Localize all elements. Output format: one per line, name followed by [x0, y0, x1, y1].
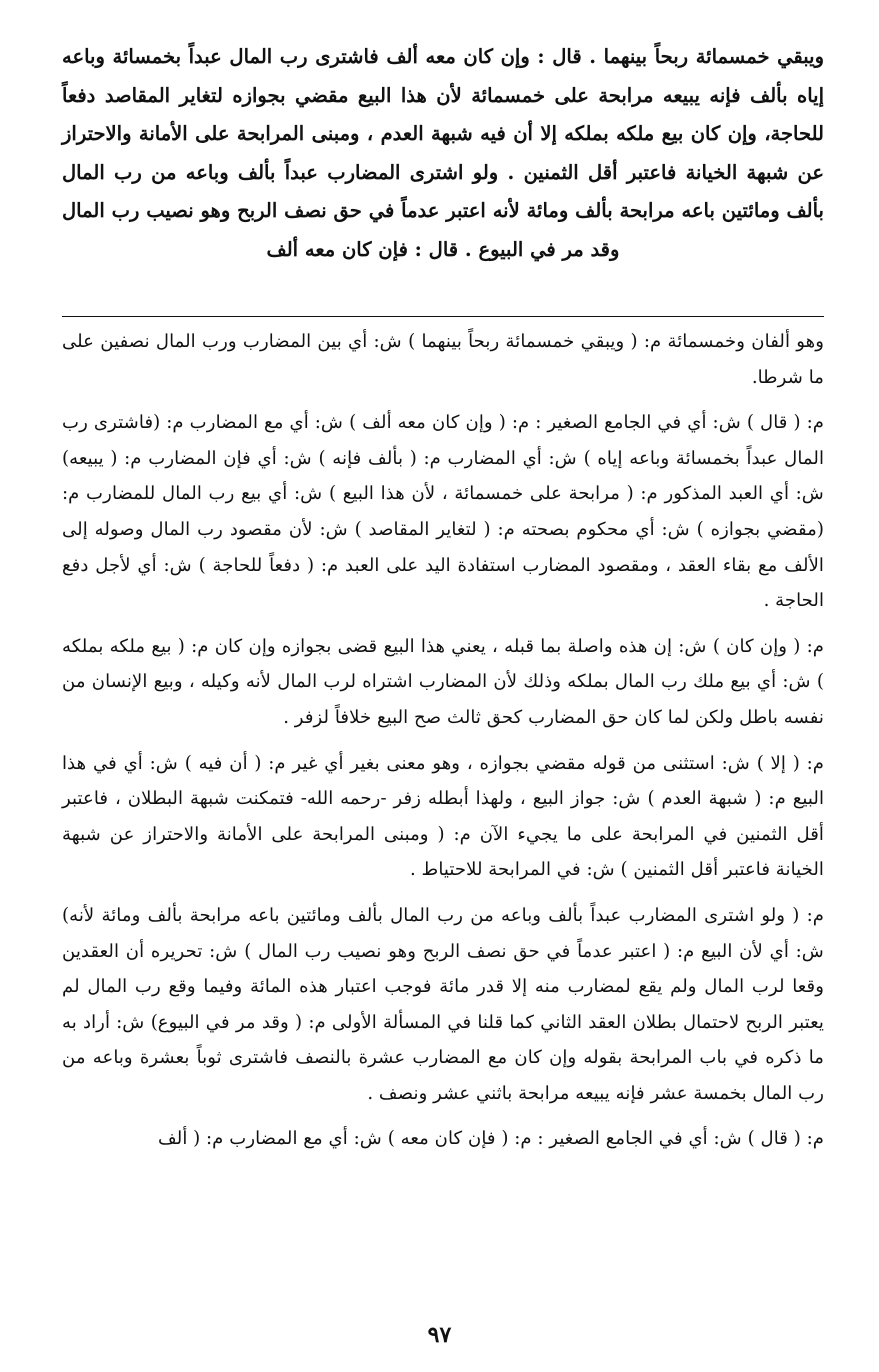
- commentary-paragraph: م: ( ولو اشترى المضارب عبداً بألف وباعه من رب المال بألف ومائتين باعه مرابحة بألف ومائة لأنه) ش: أي لأن البيع م: ( اعتبر عدماً في حق نصف الربح وهو نصيب رب المال ) ش: تحريره أن العقدين وقعا لرب المال ولم يقع لمضارب منه إلا قدر مائة فوجب اعتبار هذه المائة وفيما وقع رب المال لم يعتبر الربح لاحتمال بطلان العقد الثاني كما قلنا في المسألة الأولى م: ( وقد مر في البيوع) ش: أراد به ما ذكره في باب المرابحة بقوله وإن كان مع المضارب عشرة بالنصف فاشترى ثوباً بعشرة وباعه من رب المال بخمسة عشر فإنه يبيعه مرابحة باثني عشر ونصف .: [62, 904, 824, 1104]
- commentary-section: [62, 324, 824, 1167]
- commentary-paragraph: م: ( إلا ) ش: استثنى من قوله مقضي بجوازه ، وهو معنى بغير أي غير م: ( أن فيه ) ش: أي في هذا البيع م: ( شبهة العدم ) ش: جواز البيع ، ولهذا أبطله زفر -رحمه الله- فتمكنت شبهة البطلان ، فاعتبر أقل الثمنين في المرابحة على ما يجيء الآن م: ( ومبنى المرابحة على الأمانة والاحتراز عن شبهة الخيانة فاعتبر أقل الثمنين ) ش: في المرابحة للاحتياط .: [62, 752, 824, 881]
- commentary-paragraph: م: ( وإن كان ) ش: إن هذه واصلة بما قبله ، يعني هذا البيع قضى بجوازه وإن كان م: ( بيع ملكه بملكه ) ش: أي بيع ملك رب المال بملكه وذلك لأن المضارب اشتراه لرب المال لأنه وكيله ، وبيع الإنسان من نفسه باطل ولكن لما كان حق المضارب كحق ثالث صح البيع خلافاً لزفر .: [62, 635, 824, 728]
- page-number: ٩٧: [427, 1322, 452, 1348]
- commentary-paragraph: وهو ألفان وخمسمائة م: ( ويبقي خمسمائة ربحاً بينهما ) ش: أي بين المضارب ورب المال نصفين على ما شرطا.: [62, 331, 824, 388]
- commentary-paragraph: م: ( قال ) ش: أي في الجامع الصغير : م: ( فإن كان معه ) ش: أي مع المضارب م: ( ألف: [157, 1128, 824, 1150]
- main-text-block: ويبقي خمسمائة ربحاً بينهما . قال : وإن كان معه ألف فاشترى رب المال عبداً بخمسائة وباعه إياه بألف فإنه يبيعه مرابحة على خمسمائة لأن هذا البيع مقضي بجوازه لتغاير المقاصد دفعاً للحاجة، وإن كان بيع ملكه بملكه إلا أن فيه شبهة العدم ، ومبنى المرابحة على الأمانة والاحتراز عن شبهة الخيانة فاعتبر أقل الثمنين . ولو اشترى المضارب عبداً بألف وباعه من رب المال بألف ومائتين باعه مرابحة بألف ومائة لأنه اعتبر عدماً في حق نصف الربح وهو نصيب رب المال وقد مر في البيوع . قال : فإن كان معه ألف: [62, 45, 824, 261]
- book-page: [62, 38, 824, 269]
- separator-line: [62, 316, 824, 317]
- commentary-paragraph: م: ( قال ) ش: أي في الجامع الصغير : م: ( وإن كان معه ألف ) ش: أي مع المضارب م: (فاشترى رب المال عبداً بخمسائة وباعه إياه ) ش: أي المضارب م: ( بألف فإنه ) ش: أي فإن المضارب م: ( يبيعه) ش: أي العبد المذكور م: ( مرابحة على خمسمائة ، لأن هذا البيع ) ش: أي بيع رب المال للمضارب م: (مقضي بجوازه ) ش: أي محكوم بصحته م: ( لتغاير المقاصد ) ش: لأن مقصود رب المال وصوله إلى الألف مع بقاء العقد ، ومقصود المضارب استفادة اليد على العبد م: ( دفعاً للحاجة ) ش: أي لأجل دفع الحاجة .: [62, 412, 824, 612]
